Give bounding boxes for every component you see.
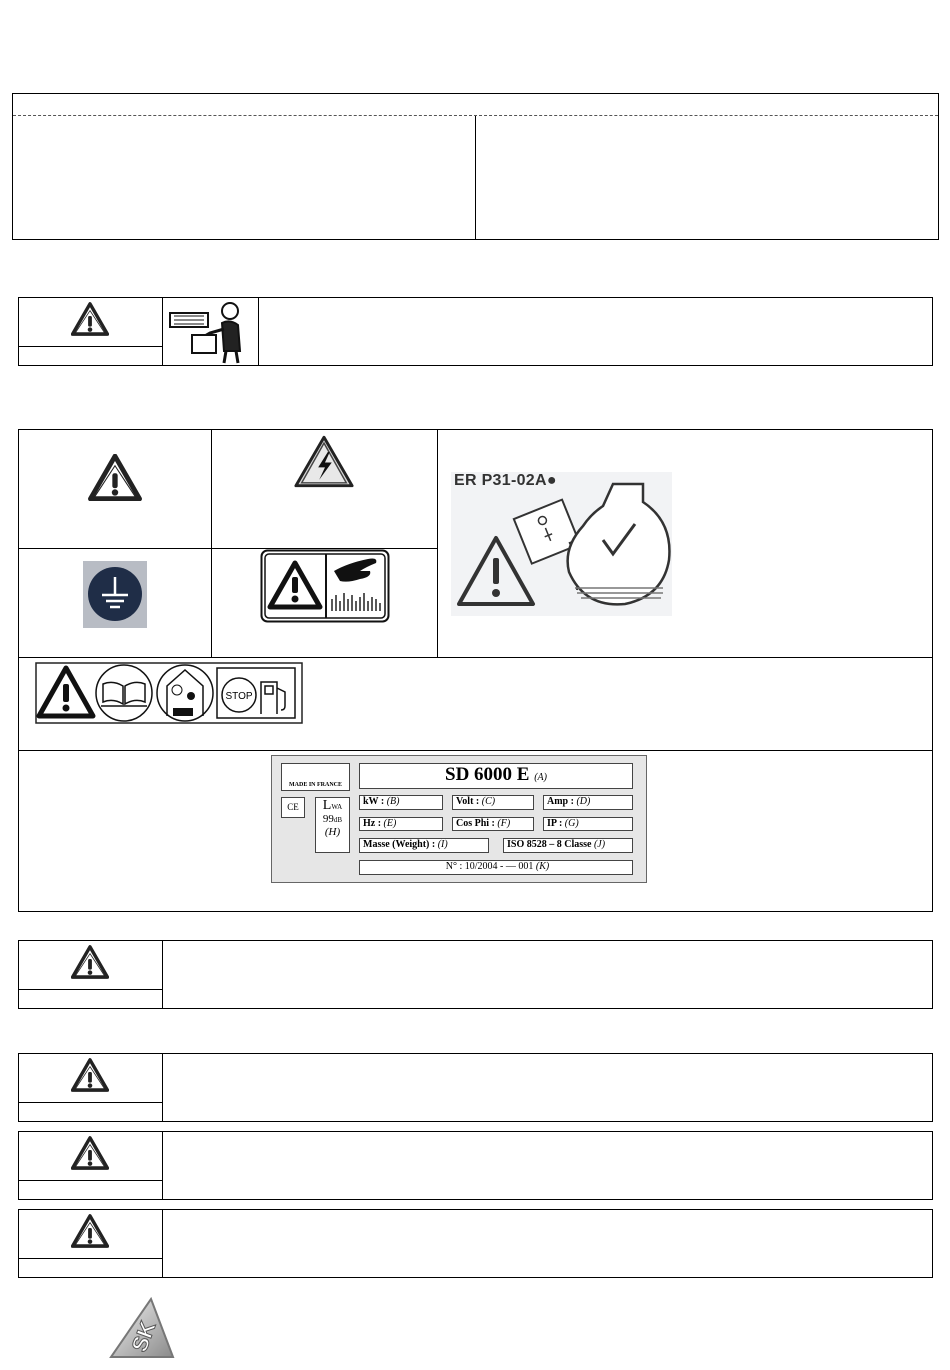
warning-triangle-icon — [71, 1214, 109, 1248]
iso-class-field: ISO 8528 – 8 Classe (J) — [503, 838, 633, 853]
stop-engine-refuel-icon — [217, 668, 295, 718]
cosphi-field: Cos Phi : (F) — [452, 817, 534, 831]
warning-triangle-icon — [71, 302, 109, 336]
oil-fill-label — [451, 472, 672, 616]
sound-power-label: LWA 99dB (H) — [315, 797, 350, 853]
warning-block-1 — [18, 940, 933, 1009]
warning-block-2 — [18, 1053, 933, 1122]
warning-triangle-icon — [71, 1136, 109, 1170]
svg-text:SK: SK — [126, 1317, 161, 1356]
read-manual-icon — [96, 665, 152, 721]
svg-text:STOP: STOP — [225, 691, 253, 702]
kw-field: kW : (B) — [359, 795, 443, 810]
ip-field: IP : (G) — [543, 817, 633, 831]
weight-field: Masse (Weight) : (I) — [359, 838, 489, 853]
warning-block-3 — [18, 1131, 933, 1200]
unpacking-block — [18, 297, 933, 366]
unpacking-person-icon — [166, 299, 256, 365]
sk-triangle-logo — [109, 1297, 175, 1359]
hot-surface-icon — [260, 549, 390, 623]
made-in-label: MADE IN FRANCE — [281, 763, 350, 791]
warning-triangle-icon — [71, 945, 109, 979]
oil-label-code: ER P31-02A● — [454, 472, 557, 489]
warning-triangle-icon — [88, 454, 142, 501]
electric-shock-icon — [293, 433, 355, 490]
serial-number-field: N° : 10/2004 - — 001 (K) — [359, 860, 633, 875]
exhaust-fumes-icon — [157, 665, 213, 721]
header-column-divider — [475, 116, 476, 240]
oil-fill-icon — [451, 472, 672, 616]
earth-ground-icon — [83, 561, 147, 628]
model-name: SD 6000 E (A) — [359, 763, 633, 789]
warning-triangle-icon — [71, 1058, 109, 1092]
warning-block-4 — [18, 1209, 933, 1278]
rating-plate — [271, 755, 647, 883]
amp-field: Amp : (D) — [543, 795, 633, 810]
volt-field: Volt : (C) — [452, 795, 534, 810]
hz-field: Hz : (E) — [359, 817, 443, 831]
safety-symbols-strip — [35, 662, 303, 724]
ce-mark: CE — [281, 797, 305, 818]
